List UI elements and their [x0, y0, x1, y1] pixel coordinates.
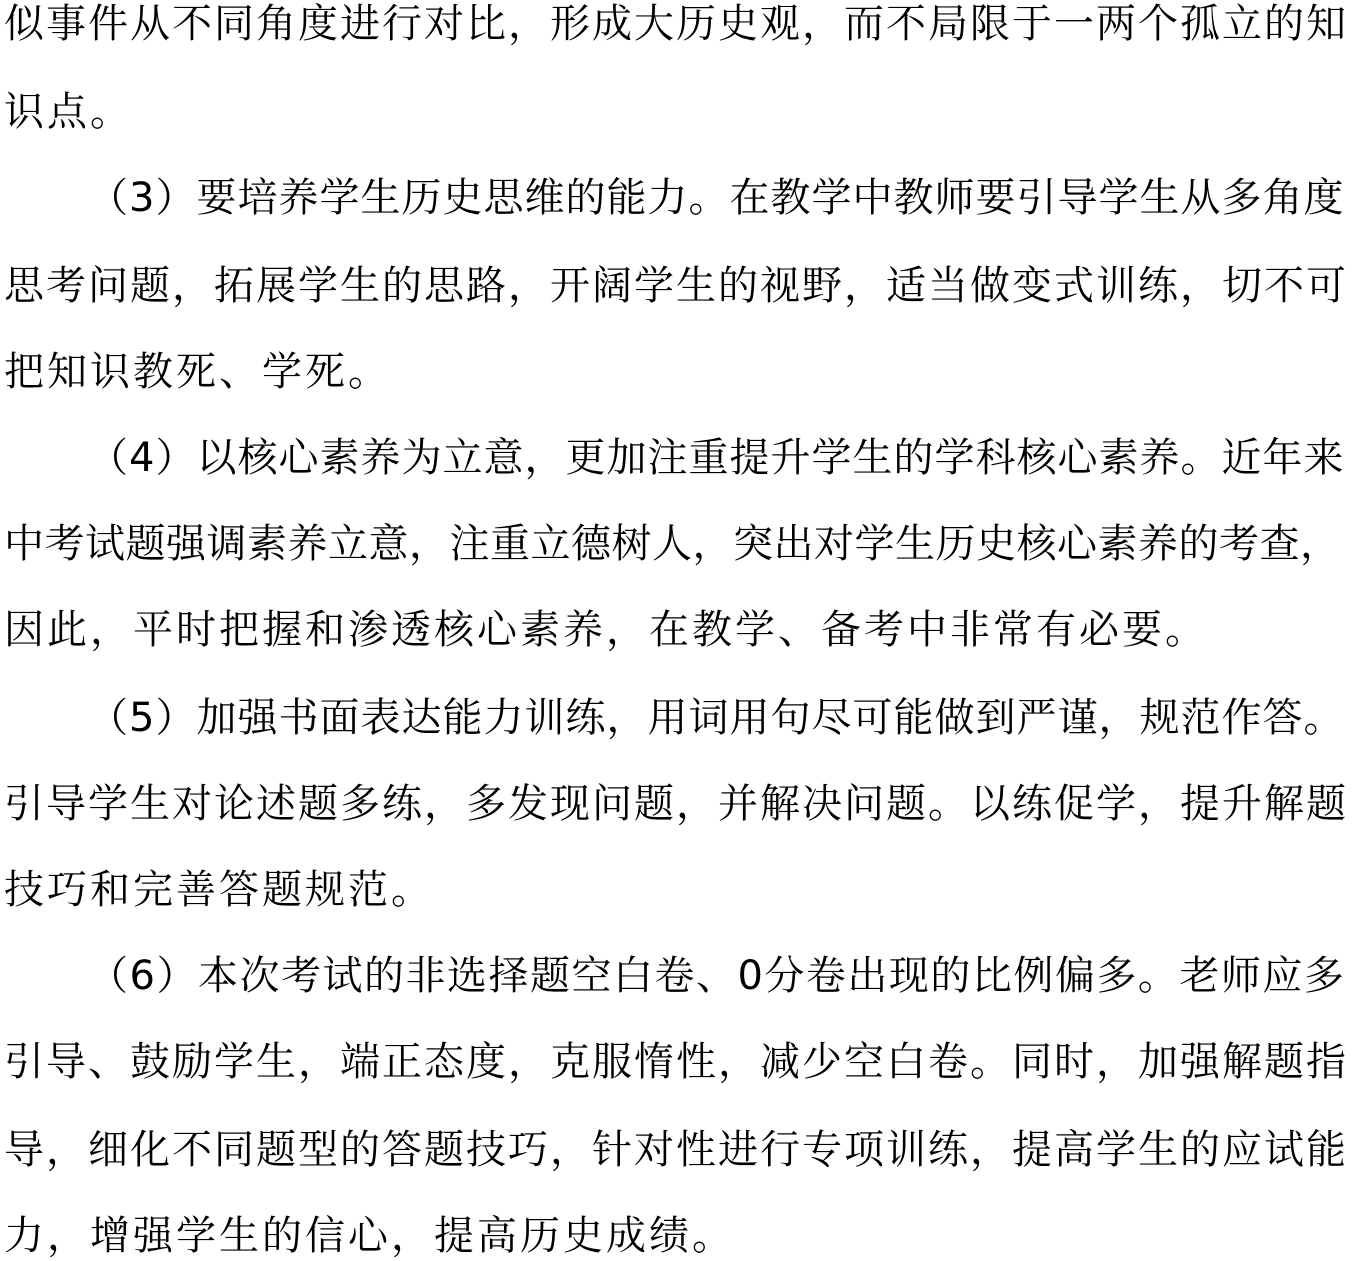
paragraph-line: 力，增强学生的信心，提高历史成绩。 — [4, 1213, 735, 1259]
paragraph-6-first-line: （6）本次考试的非选择题空白卷、0分卷出现的比例偏多。老师应多 — [88, 953, 1346, 999]
paragraph-line: 技巧和完善答题规范。 — [4, 867, 434, 913]
paragraph-line: 中考试题强调素养立意，注重立德树人，突出对学生历史核心素养的考查， — [4, 521, 1341, 567]
paragraph-line: 似事件从不同角度进行对比，形成大历史观，而不局限于一两个孤立的知 — [4, 1, 1348, 47]
paragraph-line: 思考问题，拓展学生的思路，开阔学生的视野，适当做变式训练，切不可 — [4, 263, 1348, 309]
paragraph-line: 引导学生对论述题多练，多发现问题，并解决问题。以练促学，提升解题 — [4, 781, 1348, 827]
paragraph-5-first-line: （5）加强书面表达能力训练，用词用句尽可能做到严谨，规范作答。 — [88, 695, 1345, 741]
paragraph-3-first-line: （3）要培养学生历史思维的能力。在教学中教师要引导学生从多角度 — [88, 175, 1345, 221]
paragraph-line: 因此，平时把握和渗透核心素养，在教学、备考中非常有必要。 — [4, 607, 1208, 653]
paragraph-line: 识点。 — [4, 89, 133, 135]
paragraph-4-first-line: （4）以核心素养为立意，更加注重提升学生的学科核心素养。近年来 — [88, 435, 1345, 481]
paragraph-line: 导，细化不同题型的答题技巧，针对性进行专项训练，提高学生的应试能 — [4, 1127, 1348, 1173]
paragraph-line: 引导、鼓励学生，端正态度，克服惰性，减少空白卷。同时，加强解题指 — [4, 1039, 1348, 1085]
paragraph-line: 把知识教死、学死。 — [4, 349, 391, 395]
